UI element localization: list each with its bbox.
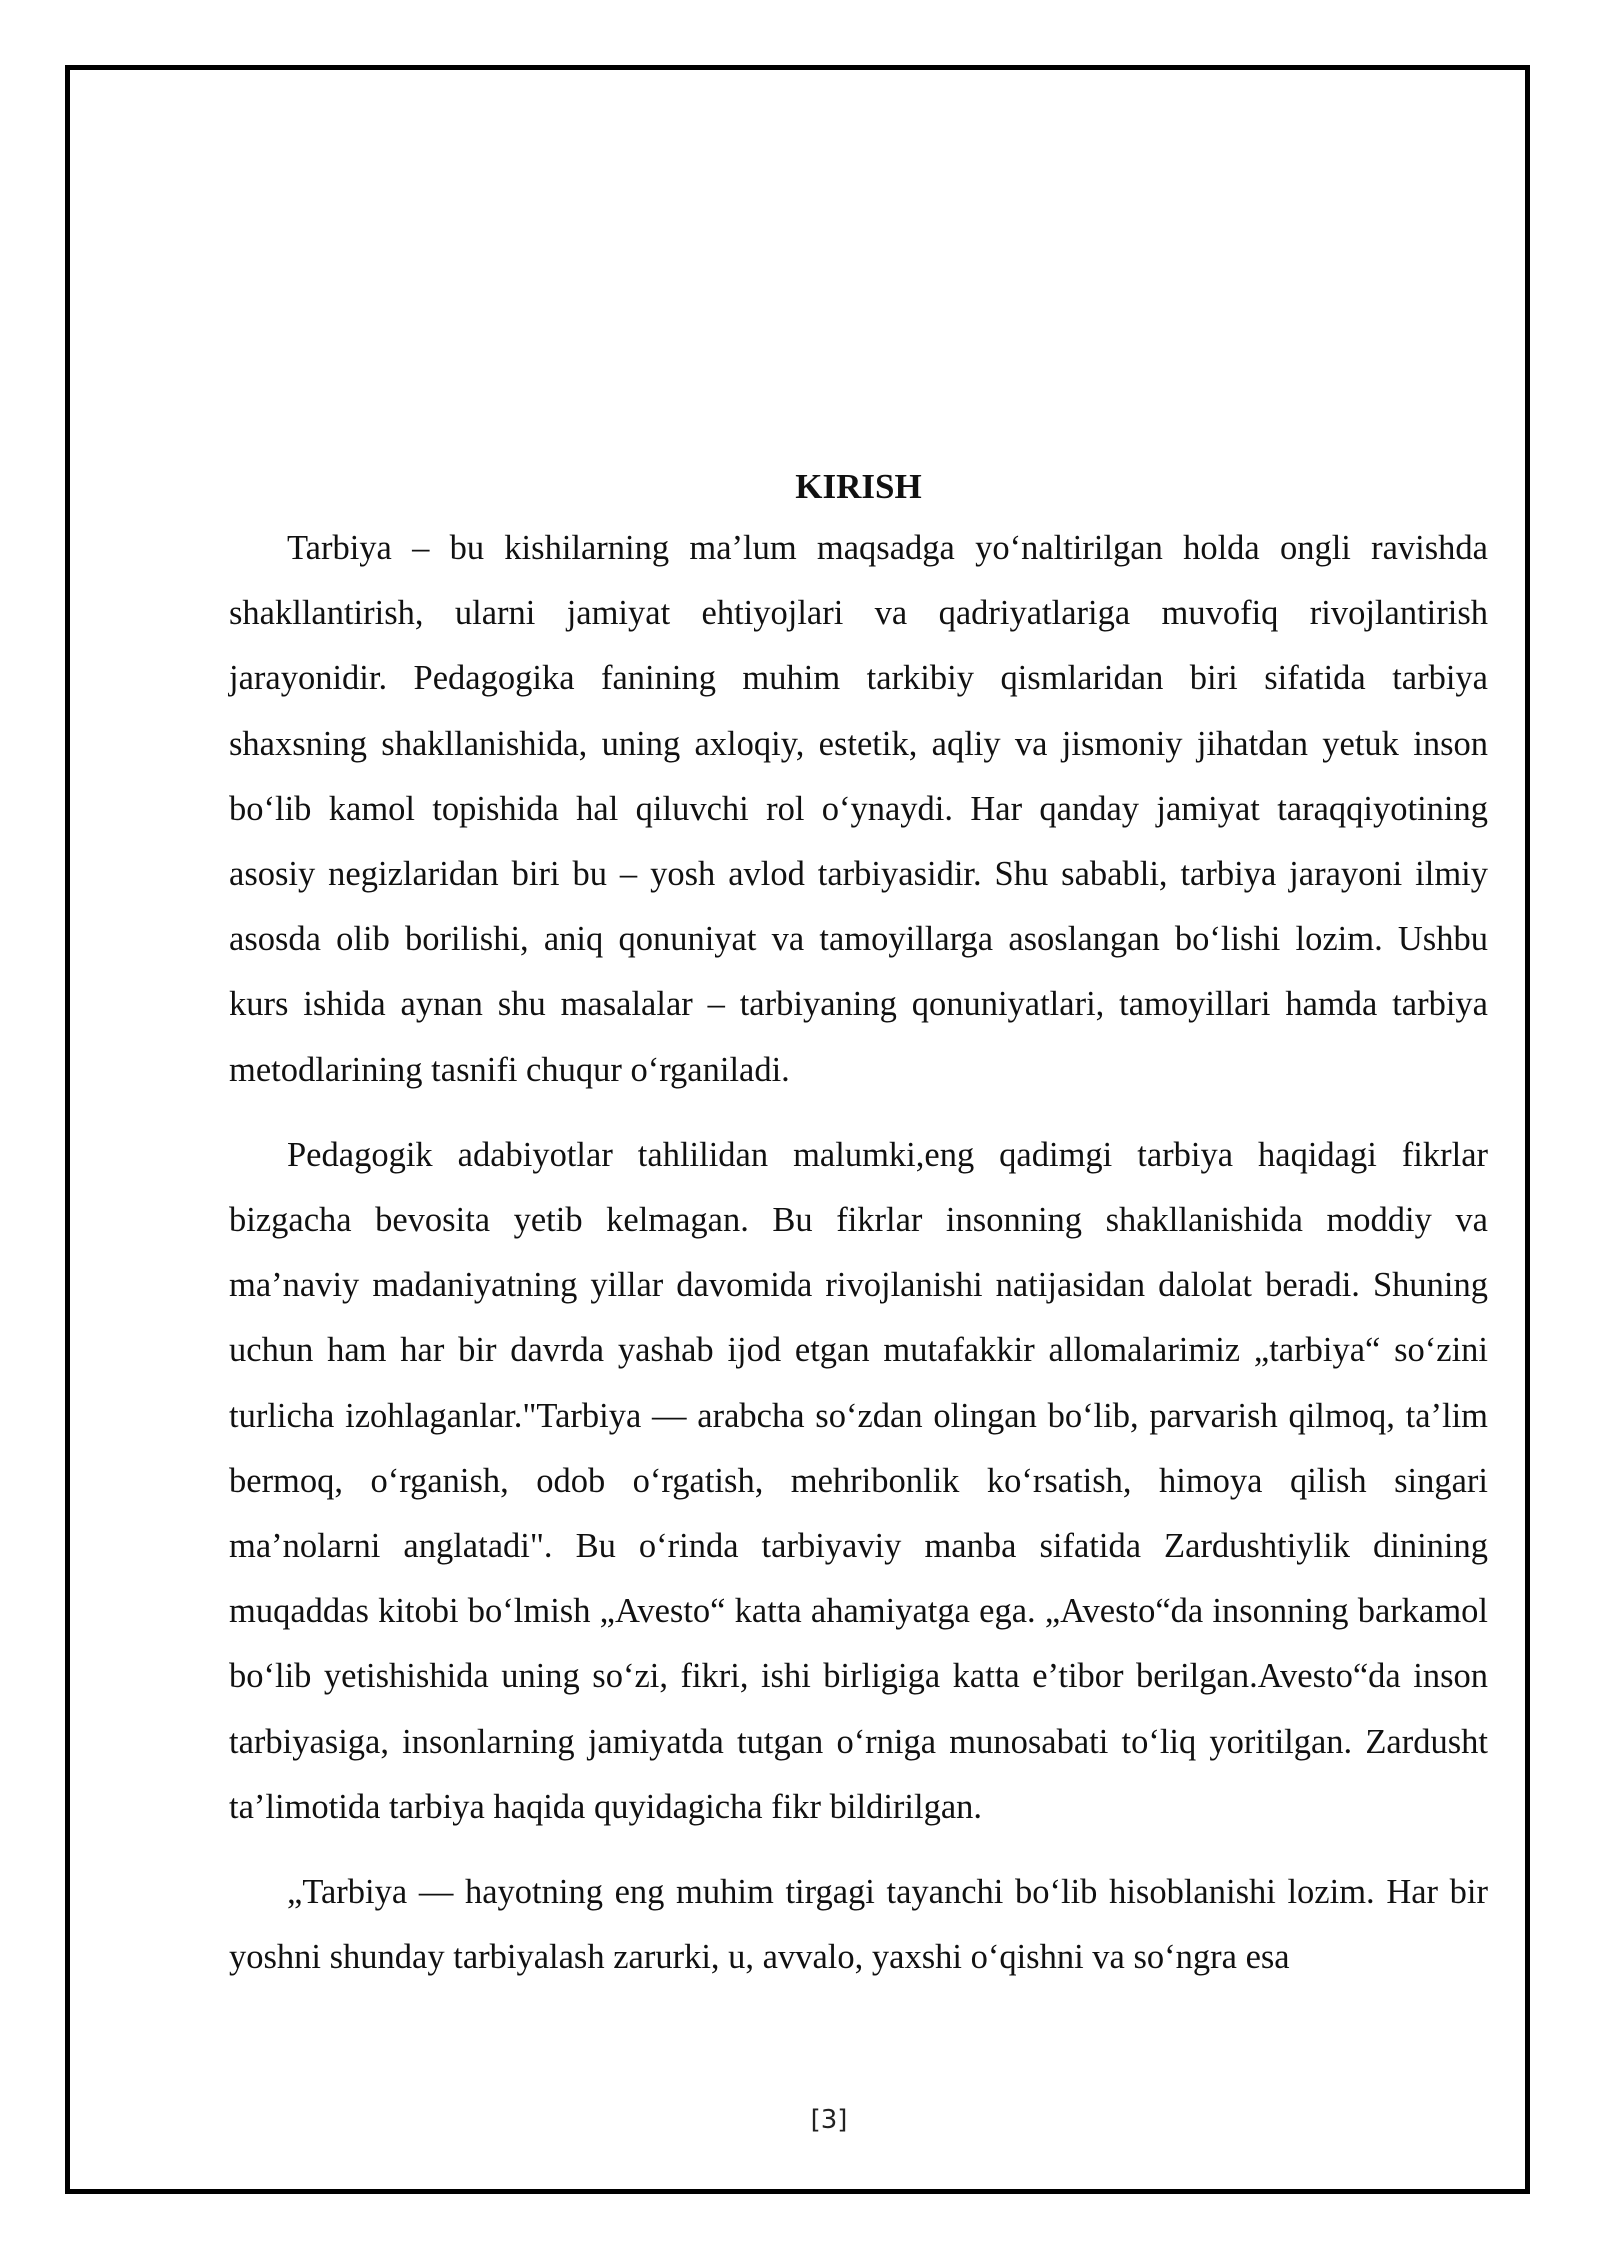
paragraph-literature: Pedagogik adabiyotlar tahlilidan malumki,eng qadimgi tarbiya haqidagi fikrlar bizgacha bevosita yetib kelmagan. Bu fikrlar insonning shakllanishida moddiy va ma’naviy madaniyatning yillar davomida rivojlanishi natijasidan dalolat beradi. Shuning uchun ham har bir davrda yashab ijod etgan mutafakkir allomalarimiz „tarbiya“ so‘zini turlicha izohlaganlar."Tarbiya — arabcha so‘zdan olingan bo‘lib, parvarish qilmoq, ta’lim bermoq, o‘rganish, odob o‘rgatish, mehribonlik ko‘rsatish, himoya qilish singari ma’nolarni anglatadi". Bu o‘rinda tarbiyaviy manba sifatida Zardushtiylik dinining muqaddas kitobi bo‘lmish „Avesto“ katta ahamiyatga ega. „Avesto“da insonning barkamol bo‘lib yetishishida uning so‘zi, fikri, ishi birligiga katta e’tibor berilgan.Avesto“da inson tarbiyasiga, insonlarning jamiyatda tutgan o‘rniga munosabati to‘liq yoritilgan. Zardusht ta’limotida tarbiya haqida quyidagicha fikr bildirilgan. xyxy=(229,1135,1488,1826)
paragraph-intro: Tarbiya – bu kishilarning ma’lum maqsadga yo‘naltirilgan holda ongli ravishda shakllantirish, ularni jamiyat ehtiyojlari va qadriyatlariga muvofiq rivojlantirish jarayonidir. Pedagogika fanining muhim tarkibiy qismlaridan biri sifatida tarbiya shaxsning shakllanishida, uning axloqiy, estetik, aqliy va jismoniy jihatdan yetuk inson bo‘lib kamol topishida hal qiluvchi rol o‘ynaydi. Har qanday jamiyat taraqqiyotining asosiy negizlaridan biri bu – yosh avlod tarbiyasidir. Shu sababli, tarbiya jarayoni ilmiy asosda olib borilishi, aniq qonuniyat va tamoyillarga asoslangan bo‘lishi lozim. Ushbu kurs ishida aynan shu masalalar – tarbiyaning qonuniyatlari, tamoyillari hamda tarbiya metodlarining tasnifi chuqur o‘rganiladi. xyxy=(229,529,1488,1089)
page-number-label: [3] xyxy=(810,2105,848,2135)
document-body xyxy=(229,458,1488,1990)
page-number xyxy=(0,2100,1600,2140)
paragraph-quote: „Tarbiya — hayotning eng muhim tirgagi tayanchi bo‘lib hisoblanishi lozim. Har bir yoshni shunday tarbiyalash zarurki, u, avvalo, yaxshi o‘qishni va so‘ngra esa xyxy=(229,1873,1488,1977)
document-title: KIRISH xyxy=(795,467,922,506)
